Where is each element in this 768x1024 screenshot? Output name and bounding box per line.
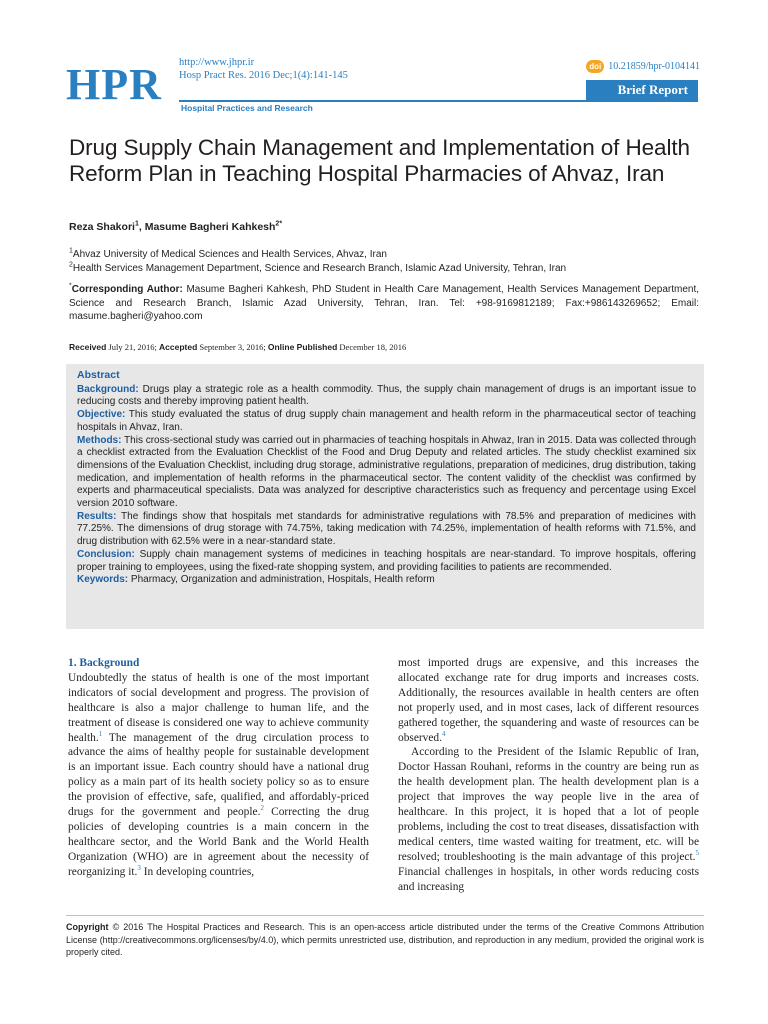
abstract-results [77, 511, 696, 549]
author-name: Masume Bagheri Kahkesh [144, 221, 276, 233]
corresponding-author: *Corresponding Author: Masume Bagheri Kahkesh, PhD Student in Health Care Management, Health Services Management Department, Science and Research Branch, Islamic Azad University, Tehran, Iran. Tel: +98-9169812189; Fax:+986143269652; Email: masume.bagheri@yahoo.com [69, 282, 699, 322]
copyright-text: © 2016 The Hospital Practices and Research. This is an open-access article distributed under the terms of the Creative Commons Attribution License (http://creativecommons.org/licenses/by/4.0), which permits unrestricted use, distribution, and reproduction in any medium, provided the original work is properly cited. [66, 922, 704, 958]
header-rule [179, 100, 698, 102]
reference-link[interactable]: 4 [441, 729, 446, 738]
body-column-right [398, 656, 699, 895]
abstract-label: Methods: [77, 434, 122, 446]
author-name: Reza Shakori [69, 221, 135, 233]
doi-block [586, 60, 700, 73]
abstract-heading: Abstract [77, 369, 120, 381]
paragraph-text: According to the President of the Islamic Republic of Iran, Doctor Hassan Rouhani, reforms in the country are being run as the health development plan. The health development plan is a project that improves the way people live in the area of healthcare. In this project, it is hoped that a lot of people problems, including the cost to treat diseases, dissatisfaction with medical centers, time wasted waiting for treatment, etc. will be resolved; troubleshooting is the main advantage of this project. [398, 746, 699, 863]
abstract-keywords [77, 574, 696, 587]
publication-dates [69, 342, 406, 352]
journal-name: Hospital Practices and Research [181, 103, 313, 113]
author-affil-marker: 2* [275, 220, 283, 228]
affiliation [69, 248, 387, 261]
received-date: July 21, 2016; [106, 342, 159, 352]
abstract-methods [77, 435, 696, 511]
paragraph-text: The management of the drug circulation process to advance the aims of healthy people for sustainable development is an important issue. Each country should have a national drug policy as a main part of its health society policy so as to ensure the provision of effective, safe, qualified, and affordably-priced drugs for the government and people. [68, 731, 369, 819]
abstract-label: Keywords: [77, 574, 129, 586]
online-label: Online Published [267, 342, 338, 352]
section-heading: 1. Background [68, 657, 140, 669]
reference-link[interactable]: 3 [137, 863, 141, 872]
article-title: Drug Supply Chain Management and Implementation of Health Reform Plan in Teaching Hospital Pharmacies of Ahvaz, Iran [69, 135, 690, 186]
paragraph-text: Correcting the drug policies of developing countries is a main concern in the healthcare sector, and the World Bank and the World Health Organization (WHO) are in agreement about the necessity of reorganizing it. [68, 806, 369, 878]
abstract-label: Results: [77, 510, 117, 522]
abstract-background [77, 384, 696, 409]
doi-icon: doi [586, 60, 604, 73]
author-list [69, 221, 282, 233]
abstract-conclusion [77, 549, 696, 574]
reference-link[interactable]: 1 [98, 729, 103, 738]
affiliation [69, 262, 566, 275]
abstract-text: Drugs play a strategic role as a health commodity. Thus, the supply chain management of drugs is an important issue to reducing costs and thereby improving patient health. [77, 383, 696, 408]
abstract-label: Conclusion: [77, 548, 135, 560]
body-paragraph [398, 745, 699, 894]
affiliation-text: Ahvaz University of Medical Sciences and Health Services, Ahvaz, Iran [72, 249, 387, 260]
abstract-objective [77, 409, 696, 434]
citation: Hosp Pract Res. 2016 Dec;1(4):141-145 [179, 70, 348, 81]
article-type-badge: Brief Report [586, 80, 698, 100]
affiliation-marker: 2 [69, 261, 73, 269]
abstract-label: Background: [77, 383, 139, 395]
copyright-label: Copyright [66, 922, 109, 932]
affiliation-marker: 1 [69, 247, 73, 255]
paragraph-text: Undoubtedly the status of health is one of the most important indicators of social development and progress. The provision of healthcare is also a major challenge to human life, and the treatment of disease is considered one way to achieve community health. [68, 671, 369, 744]
paragraph-text: most imported drugs are expensive, and this increases the allocated exchange rate for drug imports and increases costs. Additionally, the resources available in health centers are often not properly used, and in most cases, lack of different resources gathered together, the squandering and waste of resources can be observed. [398, 657, 699, 744]
affiliation-text: Health Services Management Department, Science and Research Branch, Islamic Azad University, Tehran, Iran [72, 263, 567, 274]
accepted-label: Accepted [159, 342, 198, 352]
abstract-text: Supply chain management systems of medicines in teaching hospitals are near-standard. To improve hospitals, offering proper training to employees, using the fixed-rate shopping system, and providing facilities to patients are recommended. [77, 548, 696, 573]
reference-link[interactable]: 5 [695, 848, 699, 857]
journal-url-link[interactable]: http://www.jhpr.ir [179, 57, 255, 68]
body-paragraph [398, 656, 699, 745]
abstract-text: The findings show that hospitals met standards for administrative regulations with 78.5% and preparation of medicines with 77.25%. The dimensions of drug storage with 74.75%, taking medication with 74.25%, implementation of health reforms with 71.5%, and drug distribution with 62.5% were in a near-standard state. [77, 510, 696, 548]
footer-rule [66, 915, 704, 916]
doi-link[interactable]: 10.21859/hpr-0104141 [608, 61, 700, 72]
abstract-box [66, 364, 704, 629]
abstract-label: Objective: [77, 409, 126, 421]
journal-meta [179, 56, 348, 82]
accepted-date: September 3, 2016; [197, 342, 268, 352]
author-separator: , [138, 221, 145, 233]
abstract-text: This cross-sectional study was carried out in pharmacies of teaching hospitals in Ahwaz, Iran in 2015. Data was collected through a checklist extracted from the Evaluation Checklist of the Food and Drug Deputy and related articles. The study checklist examined six dimensions of the Evaluation Checklist, including drug storage, administrative regulations, preparation of medicines, drug distribution, taking medication, and implementation of health reforms in the pharmaceutical sector. The content validity of the checklist was confirmed by experts and pharmaceutical specialists. Data was analyzed for descriptive characteristics such as frequency and percentage using Excel version 2010 software. [77, 434, 697, 510]
online-date: December 18, 2016 [337, 342, 407, 352]
received-label: Received [69, 342, 107, 352]
paragraph-text: Financial challenges in hospitals, in other words reducing costs and increasing [398, 865, 699, 893]
abstract-text: This study evaluated the status of drug supply chain management and health reform in the pharmaceutical sector of teaching hospitals in Ahvaz, Iran. [77, 409, 696, 433]
reference-link[interactable]: 2 [260, 804, 264, 813]
abstract-text: Pharmacy, Organization and administration, Hospitals, Health reform [128, 574, 435, 586]
author-affil-marker: 1 [134, 220, 139, 228]
paragraph-text: In developing countries, [140, 865, 255, 878]
corresponding-text: Masume Bagheri Kahkesh, PhD Student in Health Care Management, Health Services Management Department, Science and Research Branch, Islamic Azad University, Tehran, Iran. Tel: +98-9169812189; Fax:+986143269652; Email: masume.bagheri@yahoo.com [69, 284, 699, 322]
copyright-notice [66, 921, 704, 959]
body-column-left [68, 656, 369, 880]
body-paragraph [68, 671, 369, 880]
journal-logo: HPR [66, 60, 162, 109]
corresponding-label: Corresponding Author: [71, 284, 183, 295]
